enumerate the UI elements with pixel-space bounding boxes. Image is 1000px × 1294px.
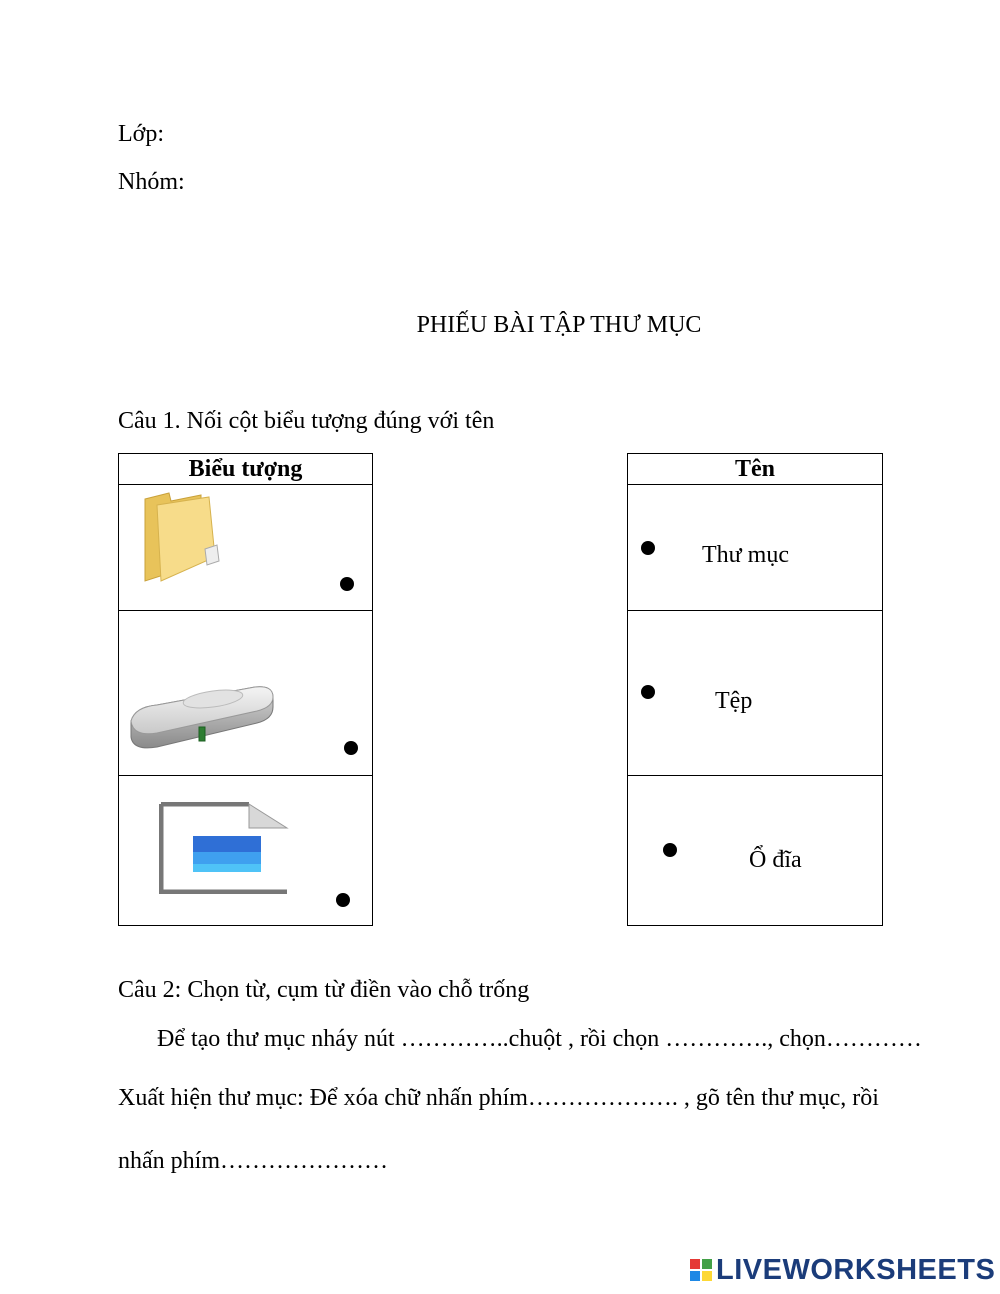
match-dot[interactable] <box>336 893 350 907</box>
match-dot[interactable] <box>340 577 354 591</box>
hard-drive-icon <box>127 681 279 753</box>
page-title: PHIẾU BÀI TẬP THƯ MỤC <box>416 312 702 338</box>
icon-table <box>118 453 373 926</box>
name-table-header: Tên <box>734 456 775 482</box>
image-file-icon <box>159 802 289 894</box>
name-file: Tệp <box>715 688 753 714</box>
icon-cell-drive <box>119 610 372 776</box>
match-dot[interactable] <box>641 685 655 699</box>
group-label: Nhóm: <box>118 169 185 195</box>
icon-table-header: Biểu tượng <box>188 456 303 482</box>
logo-squares-icon <box>690 1259 712 1281</box>
question-1-prompt: Câu 1. Nối cột biểu tượng đúng với tên <box>118 408 495 434</box>
name-cell <box>628 775 882 927</box>
icon-cell-folder <box>119 484 372 611</box>
name-cell <box>628 484 882 611</box>
match-dot[interactable] <box>663 843 677 857</box>
icon-cell-image-file <box>119 775 372 927</box>
match-dot[interactable] <box>344 741 358 755</box>
name-cell <box>628 610 882 776</box>
logo-text: LIVEWORKSHEETS <box>716 1253 996 1286</box>
question-2-prompt: Câu 2: Chọn từ, cụm từ điền vào chỗ trống <box>118 977 530 1003</box>
name-table <box>627 453 883 926</box>
match-dot[interactable] <box>641 541 655 555</box>
liveworksheets-logo <box>690 1252 995 1288</box>
class-label: Lớp: <box>118 121 165 147</box>
question-2-line-1: Để tạo thư mục nháy nút …………..chuột , rồi chọn …………., chọn………… <box>157 1026 922 1052</box>
name-folder: Thư mục <box>702 542 789 568</box>
folder-icon <box>139 491 221 583</box>
question-2-line-2: Xuất hiện thư mục: Để xóa chữ nhấn phím………………. , gõ tên thư mục, rồi <box>118 1085 879 1111</box>
question-2-line-3: nhấn phím………………… <box>118 1148 388 1174</box>
name-drive: Ổ đĩa <box>749 847 802 873</box>
